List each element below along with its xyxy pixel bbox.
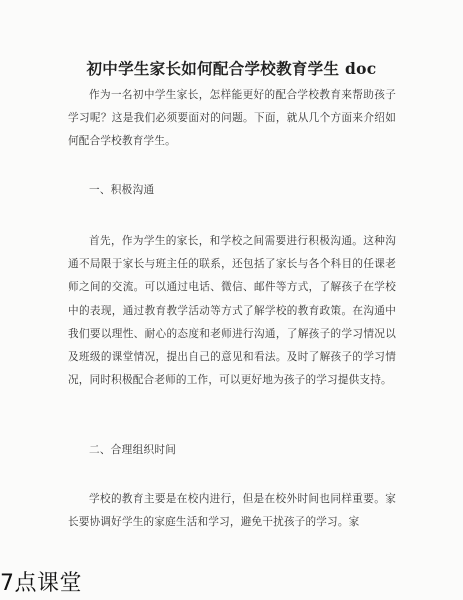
document-title: 初中学生家长如何配合学校教育学生 doc — [86, 59, 377, 78]
watermark-text: 7点课堂 — [0, 571, 82, 596]
intro-paragraph: 作为一名初中学生家长，怎样能更好的配合学校教育来帮助孩子学习呢？这是我们必须要面对的问题。下面，就从几个方面来介绍如何配合学校教育学生。 — [68, 89, 396, 148]
section-2-heading: 二、合理组织时间 — [89, 444, 177, 456]
section-1-heading: 一、积极沟通 — [89, 184, 155, 196]
section-2-body: 学校的教育主要是在校内进行，但是在校外时间也同样重要。家长要协调好学生的家庭生活和学习，避免干扰孩子的学习。家 — [68, 493, 396, 529]
section-1-body: 首先，作为学生的家长，和学校之间需要进行积极沟通。这种沟通不局限于家长与班主任的联系，还包括了家长与各个科目的任课老师之间的交流。可以通过电话、微信、邮件等方式，了解孩子在学校中的表现，通过教育教学活动等方式了解学校的教育政策。在沟通中我们要以理性、耐心的态度和老师进行沟通，了解孩子的学习情况以及班级的课堂情况，提出自己的意见和看法。及时了解孩子的学习情况，同时积极配合老师的工作，可以更好地为孩子的学习提供支持。 — [68, 235, 396, 387]
